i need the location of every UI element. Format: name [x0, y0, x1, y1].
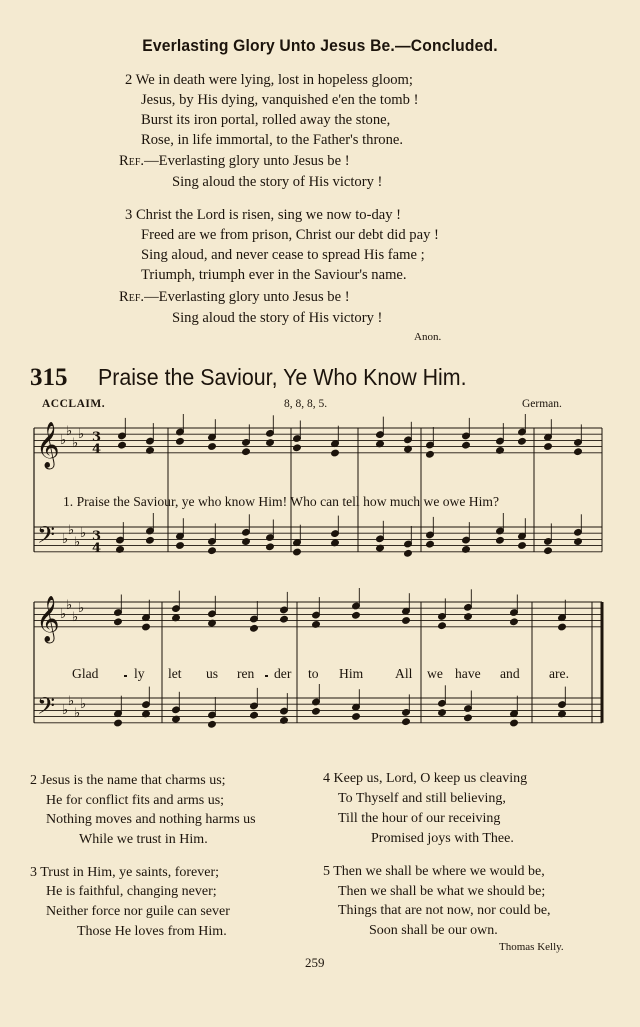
stanza4-line1: 4 Keep us, Lord, O keep us cleaving: [323, 771, 528, 786]
note-head: [293, 444, 302, 452]
note-head: [242, 538, 251, 546]
flat: ♭: [78, 601, 85, 616]
note-head: [464, 714, 473, 722]
note-head: [402, 718, 411, 726]
hyphen: [124, 675, 127, 677]
prev-stanza3-line3: Sing aloud, and never cease to spread His fame ;: [141, 247, 425, 263]
prev-stanza2-line2: Jesus, by His dying, vanquished e'en the tomb !: [141, 92, 419, 108]
treble-clef: 𝄞: [36, 596, 60, 642]
flat: ♭: [74, 535, 81, 550]
page-header: Everlasting Glory Unto Jesus Be.—Concluded.: [142, 36, 498, 55]
hymn-author: Thomas Kelly.: [499, 941, 564, 953]
note-head: [266, 439, 275, 447]
note-head: [114, 719, 123, 727]
stanza5-line3: Things that are not now, nor could be,: [338, 903, 551, 918]
lyric-syllable: are.: [549, 666, 569, 681]
flat: ♭: [68, 523, 75, 538]
stanza2-line4: While we trust in Him.: [79, 832, 208, 847]
time-sig: 3: [92, 430, 102, 445]
refrain-line1: —Everlasting glory unto Jesus be !: [144, 153, 350, 169]
flat: ♭: [80, 697, 87, 712]
flat: ♭: [66, 424, 73, 439]
note-head: [510, 719, 519, 727]
note-head: [544, 547, 553, 555]
note-head: [426, 540, 435, 548]
note-head: [352, 713, 361, 721]
note-head: [518, 437, 527, 445]
hyphen: [265, 675, 268, 677]
lyric-syllable: let: [168, 666, 182, 681]
hymn-title: Praise the Saviour, Ye Who Know Him.: [98, 364, 467, 390]
stanza3-line1: 3 Trust in Him, ye saints, forever;: [30, 865, 219, 880]
flat: ♭: [80, 526, 87, 541]
prev-refrain2-line2: Sing aloud the story of His victory !: [172, 310, 383, 326]
note-head: [208, 443, 217, 451]
flat: ♭: [68, 694, 75, 709]
lyric-syllable: Him: [339, 666, 364, 681]
note-head: [208, 720, 217, 728]
tune-source: German.: [522, 398, 562, 410]
note-head: [352, 611, 361, 619]
treble-clef: 𝄞: [36, 422, 60, 468]
prev-stanza3-line1: 3 Christ the Lord is risen, sing we now to-day !: [125, 207, 402, 223]
stanza4-line3: Till the hour of our receiving: [338, 811, 501, 826]
lyric-syllable: have: [455, 666, 481, 681]
prev-stanza3-line2: Freed are we from prison, Christ our debt did pay !: [141, 227, 439, 243]
note-head: [250, 711, 259, 719]
stanza5-line2: Then we shall be what we should be;: [338, 884, 546, 899]
lyric-syllable: us: [206, 666, 219, 681]
flat: ♭: [74, 706, 81, 721]
note-head: [242, 448, 251, 456]
note-head: [574, 538, 583, 546]
lyric-syllable: we: [427, 666, 443, 681]
prev-stanza2-line4: Rose, in life immortal, to the Father's throne.: [141, 132, 404, 148]
note-head: [402, 617, 411, 625]
note-head: [574, 448, 583, 456]
lyric-syllable: der: [274, 666, 292, 681]
prev-author: Anon.: [414, 331, 442, 343]
prev-stanza3-line4: Triumph, triumph ever in the Saviour's name.: [141, 267, 407, 283]
lyric-syllable: Glad: [72, 666, 99, 681]
note-head: [266, 543, 275, 551]
stanza3-line2: He is faithful, changing never;: [46, 884, 217, 899]
stanza2-line3: Nothing moves and nothing harms us: [46, 812, 256, 827]
stanza5-line1: 5 Then we shall be where we would be,: [323, 864, 545, 879]
stanza4-line2: To Thyself and still believing,: [338, 791, 506, 806]
note-head: [544, 443, 553, 451]
lyric-line-1: 1. Praise the Saviour, ye who know Him! Who can tell how much we owe Him?: [63, 494, 500, 509]
note-head: [331, 449, 340, 457]
lyric-syllable: ly: [134, 666, 145, 681]
time-sig: 4: [92, 442, 102, 457]
flat: ♭: [60, 607, 67, 622]
hymn-meter: 8, 8, 8, 5.: [284, 398, 328, 410]
lyric-syllable: to: [308, 666, 319, 681]
flat: ♭: [60, 433, 67, 448]
prev-stanza2-line3: Burst its iron portal, rolled away the stone,: [141, 112, 391, 128]
note-head: [176, 542, 185, 550]
note-head: [404, 549, 413, 557]
prev-stanza2-line1: 2 We in death were lying, lost in hopeless gloom;: [125, 72, 413, 88]
lyric-syllable: ren: [237, 666, 255, 681]
bass-clef: 𝄢: [37, 521, 56, 554]
flat: ♭: [66, 598, 73, 613]
stanza4-line4: Promised joys with Thee.: [371, 831, 514, 846]
note-head: [118, 441, 127, 449]
note-head: [510, 618, 519, 626]
note-head: [462, 441, 471, 449]
note-head: [293, 548, 302, 556]
note-head: [426, 450, 435, 458]
note-head: [280, 615, 289, 623]
bass-clef: 𝄢: [37, 692, 56, 725]
stanza2-line2: He for conflict fits and arms us;: [46, 793, 225, 808]
flat: ♭: [62, 703, 69, 718]
stanza5-line4: Soon shall be our own.: [369, 923, 498, 938]
flat: ♭: [72, 436, 79, 451]
note-head: [312, 707, 321, 715]
time-sig: 4: [92, 541, 102, 556]
note-head: [464, 613, 473, 621]
note-head: [558, 623, 567, 631]
note-head: [142, 623, 151, 631]
tune-name: ACCLAIM.: [42, 398, 106, 410]
note-head: [176, 437, 185, 445]
refrain-label: Ref.: [119, 153, 145, 169]
refrain2-line1: —Everlasting glory unto Jesus be !: [144, 289, 350, 305]
prev-refrain1-line2: Sing aloud the story of His victory !: [172, 174, 383, 190]
stanza3-line3: Neither force nor guile can sever: [46, 904, 230, 919]
hymn-number: 315: [30, 364, 68, 391]
lyric-syllable: and: [500, 666, 520, 681]
note-head: [438, 622, 447, 630]
note-head: [146, 536, 155, 544]
flat: ♭: [72, 610, 79, 625]
refrain-label-2: Ref.: [119, 289, 145, 305]
stanza3-line4: Those He loves from Him.: [77, 924, 227, 939]
page-number: 259: [305, 955, 325, 970]
note-head: [518, 542, 527, 550]
note-head: [250, 624, 259, 632]
flat: ♭: [78, 427, 85, 442]
flat: ♭: [62, 532, 69, 547]
time-sig: 3: [92, 529, 102, 544]
note-head: [496, 536, 505, 544]
stanza2-line1: 2 Jesus is the name that charms us;: [30, 773, 226, 788]
lyric-syllable: All: [395, 666, 413, 681]
note-head: [438, 709, 447, 717]
note-head: [208, 547, 217, 555]
note-head: [114, 618, 123, 626]
